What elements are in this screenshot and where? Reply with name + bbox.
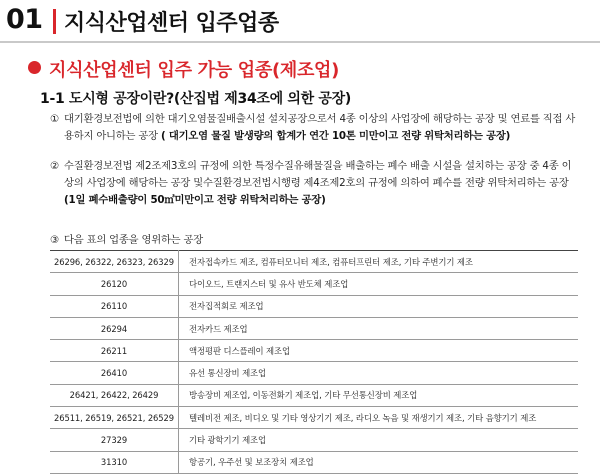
table-row (50, 340, 578, 362)
table-row (50, 273, 578, 295)
bullet-dot-icon (28, 61, 41, 74)
table-row (50, 451, 578, 473)
industry-desc: 기타 광학기기 제조업 (179, 429, 579, 451)
header-rule (0, 41, 600, 43)
table-row (50, 251, 578, 273)
item-number: ② (50, 160, 60, 172)
industry-desc: 텔레비전 제조, 비디오 및 기타 영상기기 제조, 라디오 녹음 및 재생기기 제조, 기타 음향기기 제조 (179, 407, 579, 429)
section-title-text: 지식산업센터 입주 가능 업종(제조업) (49, 60, 340, 81)
industry-code: 26410 (50, 362, 179, 384)
item-body (64, 158, 580, 209)
table-row (50, 384, 578, 406)
item-text: 수질환경보전법 제2조제3호의 규정에 의한 특정수질유해물질을 배출하는 폐수 배출 시설을 설치하는 공장 중 4종 이상의 사업장에 해당하는 공장 및수질환경보전법시행령 제4조제2호의 규정에 의하여 폐수를 전량 위탁처리하는 공장 (64, 160, 572, 189)
industry-desc: 전자집적회로 제조업 (179, 295, 579, 317)
industry-desc: 유선 통신장비 제조업 (179, 362, 579, 384)
table-row (50, 429, 578, 451)
item-3 (50, 232, 580, 249)
industry-table (50, 250, 578, 474)
chapter-number: 01 (6, 4, 43, 35)
industry-desc: 방송장비 제조업, 이동전화기 제조업, 기타 무선통신장비 제조업 (179, 384, 579, 406)
industry-desc: 전자접속카드 제조, 컴퓨터모니터 제조, 컴퓨터프린터 제조, 기타 주변기기 제조 (179, 251, 579, 273)
industry-code: 26296, 26322, 26323, 26329 (50, 251, 179, 273)
industry-desc: 액정평판 디스플레이 제조업 (179, 340, 579, 362)
item-body (64, 232, 580, 249)
industry-desc: 항공기, 우주선 및 보조장치 제조업 (179, 451, 579, 473)
item-number: ① (50, 113, 60, 125)
item-text: 다음 표의 업종을 영위하는 공장 (64, 234, 203, 246)
industry-code: 31310 (50, 451, 179, 473)
subheading: 1-1 도시형 공장이란?(산집법 제34조에 의한 공장) (40, 91, 351, 107)
industry-code: 26120 (50, 273, 179, 295)
table-row (50, 362, 578, 384)
section-title (28, 56, 339, 80)
table-row (50, 317, 578, 339)
item-number: ③ (50, 234, 60, 246)
page-title: 지식산업센터 입주업종 (64, 11, 279, 36)
industry-code: 26421, 26422, 26429 (50, 384, 179, 406)
industry-desc: 전자카드 제조업 (179, 317, 579, 339)
item-1 (50, 111, 580, 145)
table-row (50, 295, 578, 317)
industry-code: 26110 (50, 295, 179, 317)
table-row (50, 407, 578, 429)
item-text: 대기환경보전법에 의한 대기오염물질배출시설 설치공장으로서 4종 이상의 사업장에 해당하는 공장 및 연료를 직접 사용하지 아니하는 공장 (64, 113, 576, 142)
industry-code: 26211 (50, 340, 179, 362)
item-bold-note: (1일 폐수배출량이 50㎥미만이고 전량 위탁처리하는 공장) (64, 194, 326, 206)
industry-code: 26294 (50, 317, 179, 339)
item-body (64, 111, 580, 145)
header-divider (53, 9, 56, 34)
industry-desc: 다이오드, 트랜지스터 및 유사 반도체 제조업 (179, 273, 579, 295)
item-bold-note: ( 대기오염 물질 발생량의 합계가 연간 10톤 미만이고 전량 위탁처리하는 공장) (160, 130, 511, 142)
industry-code: 27329 (50, 429, 179, 451)
item-2 (50, 158, 580, 209)
industry-code: 26511, 26519, 26521, 26529 (50, 407, 179, 429)
page-header (0, 0, 600, 42)
